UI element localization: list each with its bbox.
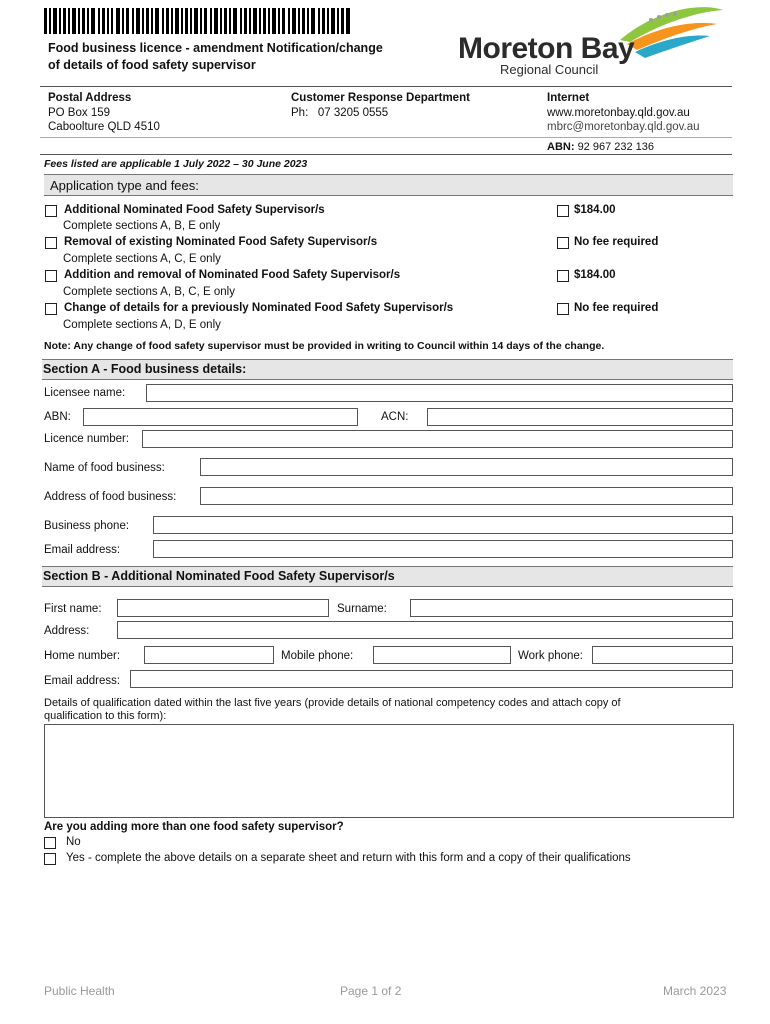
change-note: Note: Any change of food safety supervisor must be provided in writing to Council within 14 days of the change.: [44, 340, 605, 352]
customer-phone: Ph: 07 3205 0555: [291, 107, 389, 119]
option-4-label: Change of details for a previously Nominated Food Safety Supervisor/s: [64, 302, 454, 314]
acn-input[interactable]: [427, 408, 733, 426]
section-b-heading: Section B - Additional Nominated Food Safety Supervisor/s: [43, 569, 395, 583]
work-phone-input[interactable]: [592, 646, 733, 664]
postal-line2: Caboolture QLD 4510: [48, 121, 160, 133]
yes-label: Yes - complete the above details on a separate sheet and return with this form and a copy of their qualifications: [66, 852, 631, 864]
qualification-line1: Details of qualification dated within the last five years (provide details of national competency codes and attach copy of: [44, 697, 621, 709]
application-heading-band: [44, 174, 733, 196]
abn-field-label: ABN:: [44, 411, 71, 423]
option-1-fee-checkbox[interactable]: [557, 205, 569, 217]
option-2-checkbox[interactable]: [45, 237, 57, 249]
form-title-line1: Food business licence - amendment Notification/change: [48, 41, 383, 55]
more-supervisors-question: Are you adding more than one food safety supervisor?: [44, 821, 344, 833]
barcode: [44, 8, 352, 36]
surname-input[interactable]: [410, 599, 733, 617]
address-input[interactable]: [117, 621, 733, 639]
logo-subtitle: Regional Council: [500, 62, 599, 77]
option-4-fee-checkbox[interactable]: [557, 303, 569, 315]
licensee-input[interactable]: [146, 384, 733, 402]
supervisor-email-input[interactable]: [130, 670, 733, 688]
business-email-input[interactable]: [153, 540, 733, 558]
acn-label: ACN:: [381, 411, 409, 423]
contact-divider: [40, 137, 732, 138]
licence-number-input[interactable]: [142, 430, 733, 448]
no-checkbox[interactable]: [44, 837, 56, 849]
option-3-fee: $184.00: [574, 269, 616, 281]
fees-note: Fees listed are applicable 1 July 2022 – 30 June 2023: [44, 158, 308, 170]
business-phone-input[interactable]: [153, 516, 733, 534]
footer-page: Page 1 of 2: [340, 984, 402, 998]
surname-label: Surname:: [337, 603, 387, 615]
business-email-label: Email address:: [44, 544, 121, 556]
home-number-label: Home number:: [44, 650, 121, 662]
business-name-input[interactable]: [200, 458, 733, 476]
section-a-band: [42, 359, 733, 380]
supervisor-email-label: Email address:: [44, 675, 121, 687]
internet-email[interactable]: mbrc@moretonbay.qld.gov.au: [547, 121, 700, 133]
abn-label: ABN:: [547, 141, 575, 153]
business-name-label: Name of food business:: [44, 462, 165, 474]
section-a-heading: Section A - Food business details:: [43, 362, 247, 376]
business-address-label: Address of food business:: [44, 491, 177, 503]
qualification-line2: qualification to this form):: [44, 710, 167, 722]
customer-label: Customer Response Department: [291, 92, 470, 104]
postal-label: Postal Address: [48, 92, 132, 104]
abn-input[interactable]: [83, 408, 358, 426]
form-title-line2: of details of food safety supervisor: [48, 58, 256, 72]
mobile-phone-label: Mobile phone:: [281, 650, 354, 662]
address-label: Address:: [44, 625, 90, 637]
option-4-sub: Complete sections A, D, E only: [63, 319, 221, 331]
option-1-sub: Complete sections A, B, E only: [63, 220, 221, 232]
option-3-sub: Complete sections A, B, C, E only: [63, 286, 235, 298]
business-phone-label: Business phone:: [44, 520, 130, 532]
abn-value: 92 967 232 136: [577, 141, 655, 153]
mobile-phone-input[interactable]: [373, 646, 511, 664]
home-number-input[interactable]: [144, 646, 274, 664]
header-divider: [40, 86, 732, 87]
option-2-sub: Complete sections A, C, E only: [63, 253, 221, 265]
qualification-textarea[interactable]: [44, 724, 734, 818]
option-1-checkbox[interactable]: [45, 205, 57, 217]
first-name-input[interactable]: [117, 599, 329, 617]
option-4-fee: No fee required: [574, 302, 659, 314]
option-3-fee-checkbox[interactable]: [557, 270, 569, 282]
licensee-label: Licensee name:: [44, 387, 126, 399]
licence-number-label: Licence number:: [44, 433, 130, 445]
option-3-label: Addition and removal of Nominated Food Safety Supervisor/s: [64, 269, 401, 281]
footer-date: March 2023: [663, 984, 727, 998]
option-2-fee-checkbox[interactable]: [557, 237, 569, 249]
application-heading: Application type and fees:: [50, 178, 199, 193]
option-4-checkbox[interactable]: [45, 303, 57, 315]
business-address-input[interactable]: [200, 487, 733, 505]
internet-label: Internet: [547, 92, 590, 104]
abn-divider: [40, 154, 732, 155]
internet-web[interactable]: www.moretonbay.qld.gov.au: [547, 107, 690, 119]
option-1-label: Additional Nominated Food Safety Supervisor/s: [64, 204, 325, 216]
option-1-fee: $184.00: [574, 204, 616, 216]
work-phone-label: Work phone:: [518, 650, 583, 662]
logo-name: Moreton Bay: [458, 32, 635, 65]
postal-line1: PO Box 159: [48, 107, 111, 119]
section-b-band: [42, 566, 733, 587]
yes-checkbox[interactable]: [44, 853, 56, 865]
first-name-label: First name:: [44, 603, 102, 615]
option-2-fee: No fee required: [574, 236, 659, 248]
option-2-label: Removal of existing Nominated Food Safety Supervisor/s: [64, 236, 378, 248]
qualification-instructions: [44, 697, 734, 723]
option-3-checkbox[interactable]: [45, 270, 57, 282]
footer-left: Public Health: [44, 984, 115, 998]
no-label: No: [66, 836, 81, 848]
abn-line: [547, 141, 654, 153]
